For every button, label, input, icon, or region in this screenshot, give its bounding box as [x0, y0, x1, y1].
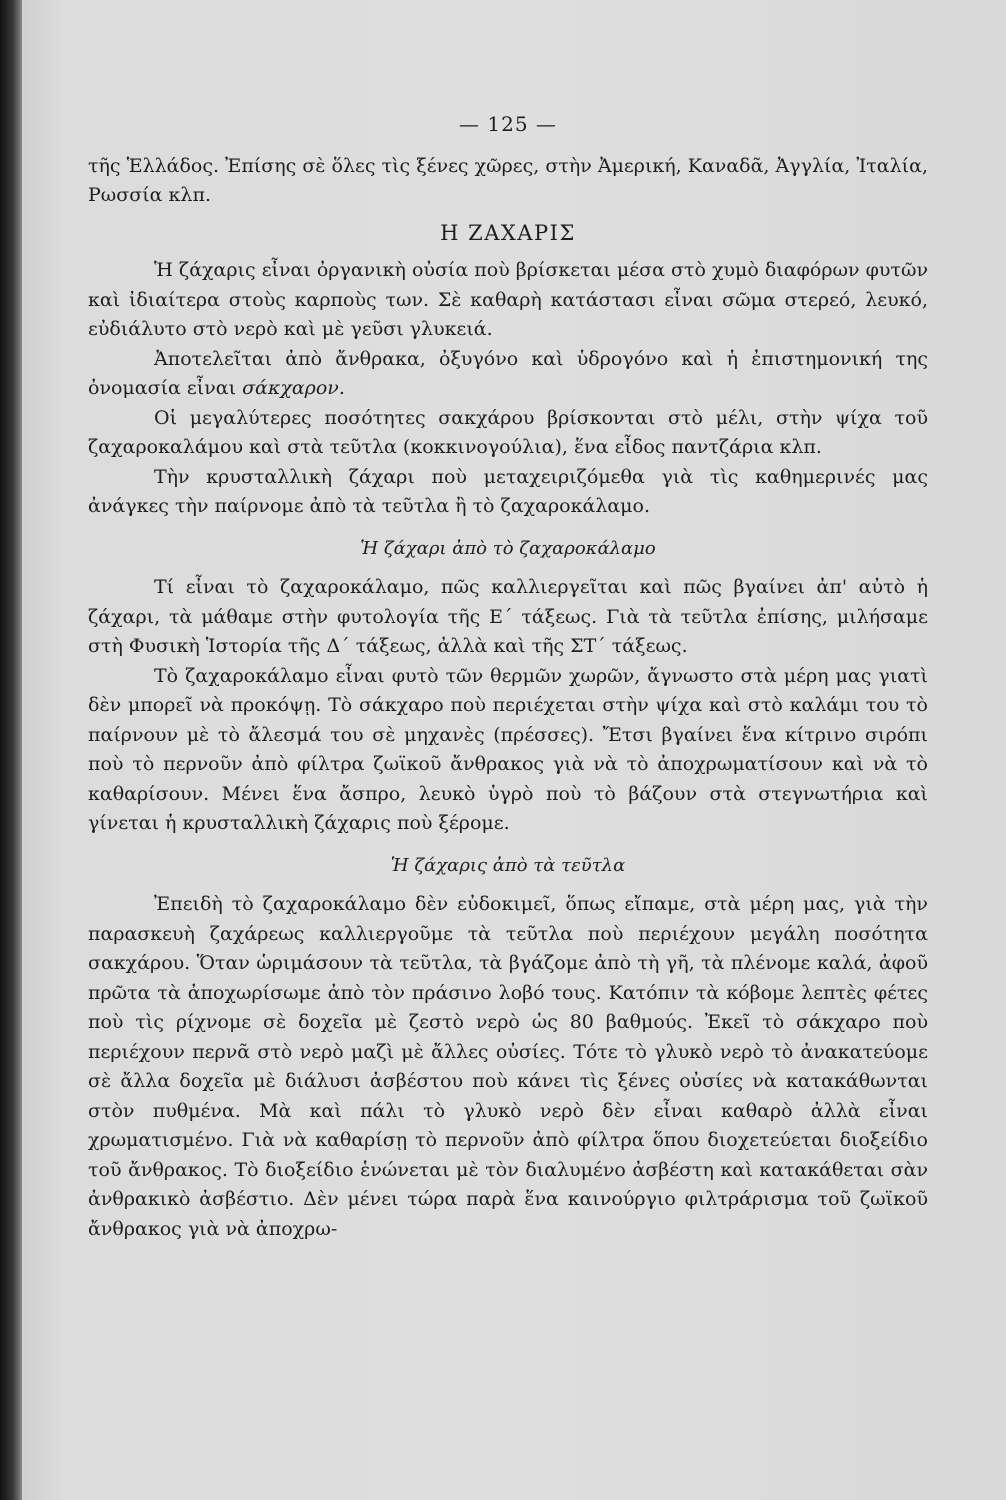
- section1-paragraph-3: Οἱ μεγαλύτερες ποσότητες σακχάρου βρίσκονται στὸ μέλι, στὴν ψίχα τοῦ ζαχαροκαλάμου καὶ στὰ τεῦτλα (κοκκινογούλια), ἕνα εἶδος παντζάρια κλπ.: [88, 406, 928, 458]
- section1-paragraph-2: [88, 345, 928, 404]
- main-heading: Η ΖΑΧΑΡΙΣ: [440, 220, 576, 245]
- subheading-sugar-beet: Ἡ ζάχαρις ἀπὸ τὰ τεῦτλα: [390, 854, 626, 876]
- section3-paragraph-1: Ἐπειδὴ τὸ ζαχαροκάλαμο δὲν εὐδοκιμεῖ, ὅπως εἴπαμε, στὰ μέρη μας, γιὰ τὴν παρασκευὴ ζαχάρεως καλλιεργοῦμε τὰ τεῦτλα ποὺ περιέχουν μεγάλη ποσότητα σακχάρου. Ὅταν ὡριμάσουν τὰ τεῦτλα, τὰ βγάζομε ἀπὸ τὴ γῆ, τὰ πλένομε καλά, ἀφοῦ πρῶτα τὰ ἀποχωρίσωμε ἀπὸ τὸν πράσινο λοβό τους. Κατόπιν τὰ κόβομε λεπτὲς φέτες ποὺ τὶς ρίχνομε σὲ δοχεῖα μὲ ζεστὸ νερὸ ὡς 80 βαθμούς. Ἐκεῖ τὸ σάκχαρο ποὺ περιέχουν περνᾶ στὸ νερὸ μαζὶ μὲ ἄλλες οὐσίες. Τότε τὸ γλυκὸ νερὸ τὸ ἀνακατεύομε σὲ ἄλλα δοχεῖα μὲ διάλυσι ἀσβέστου ποὺ κάνει τὶς ξένες οὐσίες νὰ κατακάθωνται στὸν πυθμένα. Μὰ καὶ πάλι τὸ γλυκὸ νερὸ δὲν εἶναι καθαρὸ ἀλλὰ εἶναι χρωματισμένο. Γιὰ νὰ καθαρίσῃ τὸ περνοῦν ἀπὸ φίλτρα ὅπου διοχετεύεται διοξείδιο τοῦ ἄνθρακος. Τὸ διοξείδιο ἑνώνεται μὲ τὸν διαλυμένο ἀσβέστη καὶ κατακάθεται σὰν ἀνθρακικὸ ἀσβέστιο. Δὲν μένει τώρα παρὰ ἕνα καινούργιο φιλτράρισμα τοῦ ζωϊκοῦ ἄνθρακος γιὰ νὰ ἀποχρω-: [88, 893, 928, 1240]
- intro-paragraph: τῆς Ἑλλάδος. Ἐπίσης σὲ ὅλες τὶς ξένες χῶρες, στὴν Ἀμερική, Καναδᾶ, Ἀγγλία, Ἰταλία, Ρωσσία κλπ.: [88, 154, 928, 206]
- section1-paragraph-2-text: Ἀποτελεῖται ἀπὸ ἄνθρακα, ὀξυγόνο καὶ ὑδρογόνο καὶ ἡ ἐπιστημονική της ὀνομασία εἶναι: [88, 347, 928, 399]
- section1-paragraph-4: Τὴν κρυσταλλικὴ ζάχαρι ποὺ μεταχειριζόμεθα γιὰ τὶς καθημερινές μας ἀνάγκες τὴν παίρνομε ἀπὸ τὰ τεῦτλα ἢ τὸ ζαχαροκάλαμο.: [88, 465, 928, 517]
- book-page: [22, 0, 1006, 1500]
- page-text-block: [88, 110, 928, 1244]
- section1-paragraph-1: Ἡ ζάχαρις εἶναι ὀργανικὴ οὐσία ποὺ βρίσκεται μέσα στὸ χυμὸ διαφόρων φυτῶν καὶ ἰδιαίτερα στοὺς καρποὺς των. Σὲ καθαρὴ κατάστασι εἶναι σῶμα στερεό, λευκό, εὐδιάλυτο στὸ νερὸ καὶ μὲ γεῦσι γλυκειά.: [88, 259, 928, 340]
- scientific-term: σάκχαρον.: [242, 377, 345, 399]
- subheading-sugarcane: Ἡ ζάχαρι ἀπὸ τὸ ζαχαροκάλαμο: [360, 537, 656, 559]
- book-binding-edge: [0, 0, 22, 1500]
- section2-paragraph-2: Τὸ ζαχαροκάλαμο εἶναι φυτὸ τῶν θερμῶν χωρῶν, ἄγνωστο στὰ μέρη μας γιατὶ δὲν μπορεῖ νὰ προκόψῃ. Τὸ σάκχαρο ποὺ περιέχεται στὴν ψίχα καὶ στὸ καλάμι του τὸ παίρνουν μὲ τὸ ἄλεσμά του σὲ μηχανὲς (πρέσσες). Ἔτσι βγαίνει ἕνα κίτρινο σιρόπι ποὺ τὸ περνοῦν ἀπὸ φίλτρα ζωϊκοῦ ἄνθρακος γιὰ νὰ τὸ ἀποχρωματίσουν καὶ νὰ τὸ καθαρίσουν. Μένει ἕνα ἄσπρο, λευκὸ ὑγρὸ ποὺ τὸ βάζουν στὰ στεγνωτήρια καὶ γίνεται ἡ κρυσταλλικὴ ζάχαρις ποὺ ξέρομε.: [88, 664, 928, 834]
- page-number: — 125 —: [459, 112, 557, 136]
- section2-paragraph-1: Τί εἶναι τὸ ζαχαροκάλαμο, πῶς καλλιεργεῖται καὶ πῶς βγαίνει ἀπ' αὐτὸ ἡ ζάχαρι, τὰ μάθαμε στὴν φυτολογία τῆς Ε΄ τάξεως. Γιὰ τὰ τεῦτλα ἐπίσης, μιλήσαμε στὴ Φυσικὴ Ἱστορία τῆς Δ΄ τάξεως, ἀλλὰ καὶ τῆς ΣΤ΄ τάξεως.: [88, 576, 928, 657]
